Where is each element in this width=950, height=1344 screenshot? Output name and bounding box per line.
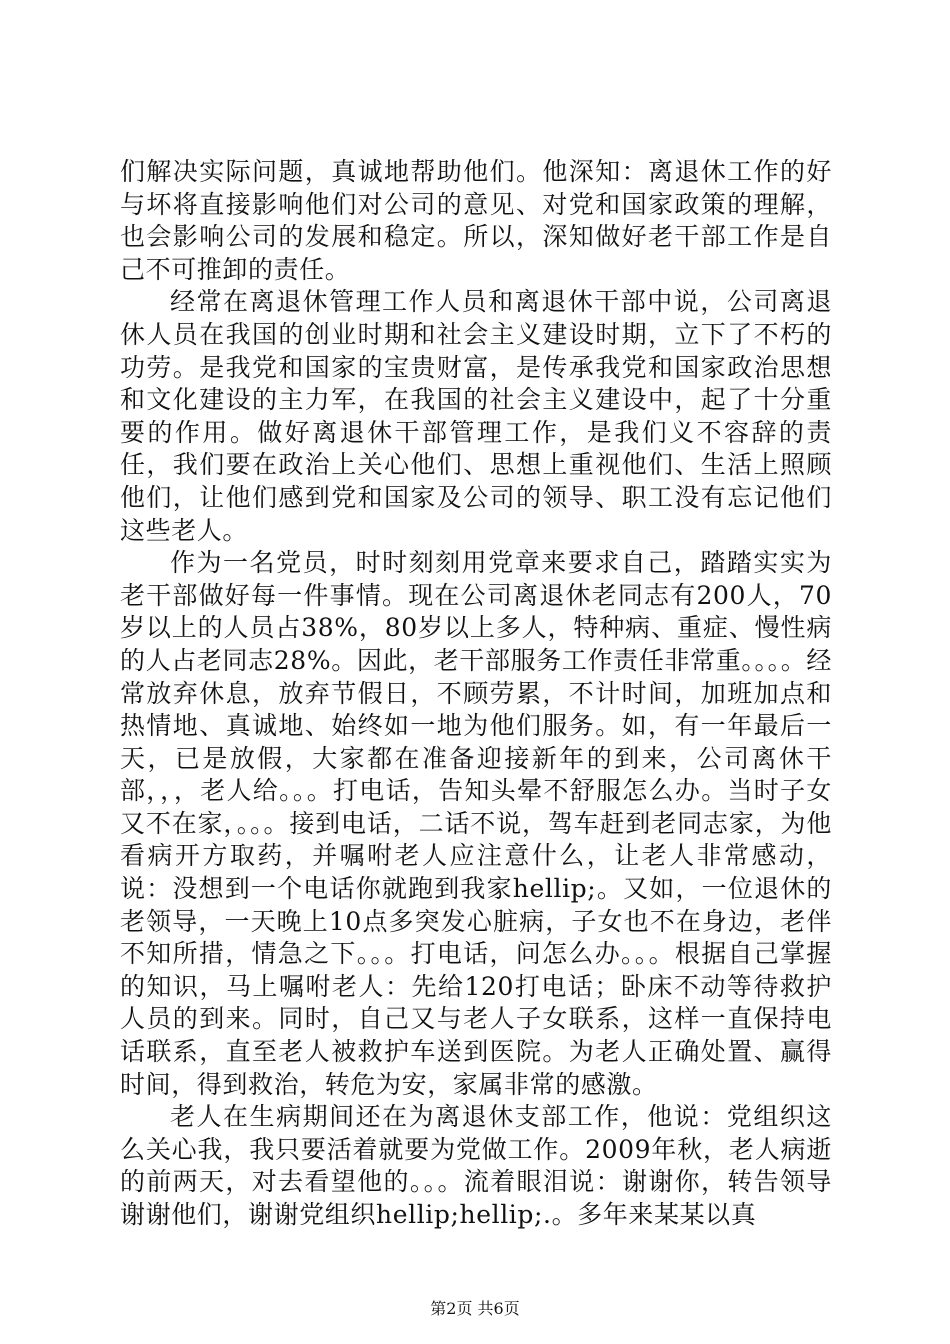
paragraph-1: 们解决实际问题，真诚地帮助他们。他深知：离退休工作的好与坏将直接影响他们对公司的意见、对党和国家政策的理解，也会影响公司的发展和稳定。所以，深知做好老干部工作是自己不可推卸的责任。 — [120, 157, 832, 284]
page-footer: 第2页 共6页 — [430, 1299, 520, 1318]
paragraph-2: 经常在离退休管理工作人员和离退休干部中说，公司离退休人员在我国的创业时期和社会主义建设时期，立下了不朽的功劳。是我党和国家的宝贵财富，是传承我党和国家政治思想和文化建设的主力军，在我国的社会主义建设中，起了十分重要的作用。做好离退休干部管理工作，是我们义不容辞的责任，我们要在政治上关心他们、思想上重视他们、生活上照顾他们，让他们感到党和国家及公司的领导、职工没有忘记他们这些老人。 — [120, 287, 832, 545]
document-body — [120, 156, 832, 1232]
paragraph-3: 作为一名党员，时时刻刻用党章来要求自己，踏踏实实为老干部做好每一件事情。现在公司离退休老同志有200人，70岁以上的人员占38%，80岁以上多人，特种病、重症、慢性病的人占老同志28%。因此，老干部服务工作责任非常重。。。。经常放弃休息，放弃节假日，不顾劳累，不计时间，加班加点和热情地、真诚地、始终如一地为他们服务。如，有一年最后一天，已是放假，大家都在准备迎接新年的到来，公司离休干部，，，老人给。。。打电话，告知头晕不舒服怎么办。当时子女又不在家，。。。接到电话，二话不说，驾车赶到老同志家，为他看病开方取药，并嘱咐老人应注意什么，让老人非常感动，说：没想到一个电话你就跑到我家hellip;。又如，一位退休的老领导，一天晚上10点多突发心脏病，子女也不在身边，老伴不知所措，情急之下。。。打电话，问怎么办。。。根据自己掌握的知识，马上嘱咐老人：先给120打电话；卧床不动等待救护人员的到来。同时，自己又与老人子女联系，这样一直保持电话联系，直至老人被救护车送到医院。为老人正确处置、赢得时间，得到救治，转危为安，家属非常的感激。 — [120, 548, 832, 1099]
paragraph-4: 老人在生病期间还在为离退休支部工作，他说：党组织这么关心我，我只要活着就要为党做工作。2009年秋，老人病逝的前两天，对去看望他的。。。流着眼泪说：谢谢你，转告领导谢谢他们，谢谢党组织hellip;hellip;.。多年来某某以真 — [120, 1102, 832, 1229]
